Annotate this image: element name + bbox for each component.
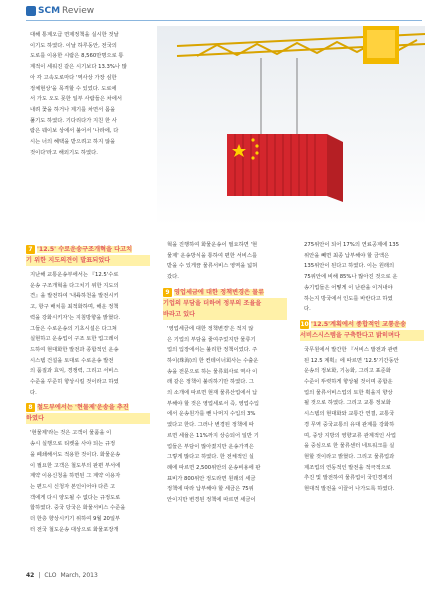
flag-container-icon	[227, 134, 343, 202]
text-line: 하는지 방국에서 인도를 바란다고 하였	[304, 295, 393, 302]
section-10-number: 10	[300, 320, 309, 328]
text-line: 추진 및 발전하여 물류업이 국민경제의	[304, 475, 393, 482]
text-line: 도로를 이용한 시람은 8,560만명으로 통	[30, 53, 124, 60]
text-line: 국무원에서 발간한 『서비스 발전과 관련	[304, 346, 398, 353]
text-line: 제조업의 연동적인 발전을 적극적으로	[304, 464, 391, 471]
text-line: 래 같은 정책이 불리하기만 하였다. 그	[167, 379, 254, 386]
text-line: 경 무역 중국교통의 유대 관계를 강화하	[304, 421, 395, 428]
text-line: 는 편드시 신청자 본인이어야 다른 고	[30, 483, 116, 490]
text-line: 시는 너의 혜택을 받으려고 하지 않을	[30, 139, 116, 146]
text-line: 람은 웨이보 상에서 불어서 '나라에, 다	[30, 128, 119, 135]
text-line: 견』을 발전하여 '내륙하천을 발전시키	[30, 293, 119, 300]
column-2	[163, 240, 287, 506]
text-line: 서 가도 오도 못한 일부 사람들은 차에서	[30, 96, 122, 103]
column-1-bottom	[26, 240, 150, 535]
text-line: 송을 전문으로 하는 물류회사로 역사 이	[167, 368, 258, 375]
text-line: 부해야 할 것은 영업세로서 즉, 영업수입	[167, 400, 259, 407]
text-line: 업의 입장에서는 불리한 정책이었다. 주	[167, 347, 258, 354]
text-line: 수준을 꾸준히 향상시킬 것이라고 하였	[30, 379, 119, 386]
text-line: 것이다'라고 해외기도 하였다.	[30, 149, 98, 156]
text-line: 혁을 진행하여 화물운송이 필요하면 '현	[167, 242, 258, 248]
text-line: 더 한층 향상시키기 위하여 9월 20일부	[30, 516, 121, 523]
section-7-number: 7	[26, 245, 35, 254]
text-line: 된 12.5 계획』에 따르면 '12.5'기간동안	[304, 357, 399, 364]
text-line: 수준이 뚜렷하게 향상될 것이며 종합운	[304, 379, 393, 386]
text-line: 표비가 800위안 정도라면 원래의 세금	[167, 475, 256, 482]
text-line: 이 필요한 고객은 철도부의 판편 부서에	[30, 462, 121, 469]
text-line: 실현하고 운송업이 구조 토한 업그레이	[30, 336, 119, 343]
text-line: 업의 물류서비스업의 토한 획을지 향상	[304, 389, 393, 396]
section-7-heading: 7 '12.5' 수로운송구조개혁을 다고치 기 위한 지도의견이 발표되었다	[26, 244, 150, 266]
text-line: 다.	[304, 306, 311, 313]
text-line: 다.	[30, 389, 37, 396]
text-line: 송시 실행으로 티켓을 사야 되는 규정	[30, 441, 116, 448]
text-line: 의 품질과 효익, 경쟁력, 그리고 서비스	[30, 368, 119, 375]
text-line: 례에 따르면 2,500위안의 운송비용에 판	[167, 464, 261, 471]
section-8-heading: 8 철도부에서는 '현물제'운송을 추진 하였다	[26, 402, 150, 424]
text-line: 력을 강화시키자'는 지침방향을 밝혔다.	[30, 314, 121, 321]
text-line: 을 중심으로 한 물류센터 네트워크를 실	[304, 443, 395, 450]
text-line: 아 각 고속도로마다 '역사상 가장 심한	[30, 74, 117, 81]
container-crane-image	[157, 26, 425, 226]
text-line: 송기업들은 어떻게 이 난관을 이겨내야	[304, 284, 393, 291]
text-line: 정책에 따라 납부해야 할 세금은 75위	[167, 486, 254, 493]
brand-name: SCM	[38, 6, 61, 16]
column-1-top	[26, 30, 150, 158]
text-line: 르면 세율은 11%까지 상승되어 일반 기	[167, 432, 259, 439]
section-9-heading: 9 영업세금에 대한 정책변경은 물류 기업의 부담을 더하여 정부의 조율을 바라고 있다	[163, 287, 287, 320]
text-line: 135위안이 된다고 하였다. 이는 원래의	[304, 263, 395, 270]
text-line: 을 폐쇄해서도 적용한 것이다. 화물운송	[30, 451, 121, 458]
brand	[26, 6, 94, 16]
text-line: 에서 운송원가를 뺀 나머지 수입의 3%	[167, 411, 256, 418]
text-line: 합하였다. 중국 당국은 화물서비스 수준을	[30, 505, 126, 512]
section-9-number: 9	[163, 288, 172, 297]
issue-date: March, 2013	[60, 572, 98, 579]
text-line: 그들은 수로운송의 기초시설은 다그쳐	[30, 325, 117, 332]
header-rule	[26, 20, 422, 21]
text-line: 운송 구조개혁을 다그치기 위한 지도의	[30, 282, 119, 289]
text-line: 객에게 다시 양도될 수 없다는 규정도로	[30, 494, 121, 501]
text-line: 안이지만 변경된 정책에 따르면 세금이	[167, 497, 256, 504]
column-3	[300, 240, 424, 495]
scm-logo-icon	[26, 6, 36, 16]
magazine-name: CLO	[44, 572, 57, 579]
text-line: 내려 꽃을 하거나 제기를 차면서 몸을	[30, 106, 116, 113]
text-line: '현물제'라는 것은 고객이 물품을 이	[30, 430, 112, 437]
text-line: 75위안에 비해 85%나 많아진 것으로 운	[304, 274, 398, 281]
text-line: 시스템의 현대화와 교통간 연결, 교통국	[304, 411, 395, 418]
text-line: 였다고 한다. 그러나 변경된 정책에 따	[167, 422, 254, 429]
section-name: Review	[62, 6, 95, 16]
text-line: 지난해 교통운송부에서는 『12.5'수로	[30, 272, 119, 278]
text-line: 하이(珠海)의 한 컨테이너회사는 수출운	[167, 357, 259, 364]
text-line: 현할 것이라고 밝혔다. 그리고 물류업과	[304, 453, 395, 460]
text-line: 운송의 정보화, 기능화, 그리고 표준화	[304, 368, 391, 375]
text-line: 풀기도 하였다. 기다리다가 지친 한 사	[30, 117, 117, 124]
text-line: 물제' 운송방식을 통하여 편한 서비스를	[167, 252, 258, 259]
text-line: 받을 수 있게끔 물류서비스 영역을 넓혀	[167, 263, 258, 270]
text-line: 의 소개에 따르면 현재 물류산업에서 납	[167, 390, 258, 397]
text-line: 며, 중앙 지방의 영향교류 관계적인 사업	[304, 432, 396, 439]
page-footer: 42 | CLO March, 2013	[26, 572, 98, 579]
text-line: 정체현상'을 목격할 수 있었다. 도로에	[30, 85, 117, 92]
text-line: 업들은 부담이 많아졌지만 운송가격은	[167, 443, 254, 450]
text-line: 대해 통계오급 면제정책을 실시한 것날	[30, 32, 119, 38]
text-line: 드하여 현대화한 발전과 종합적인 운송	[30, 346, 119, 353]
text-line: 될 것으로 하였다. 그리고 교통 정보화	[304, 400, 391, 407]
text-line: 그렇게 많다고 하였다. 한 전체적인 실	[167, 454, 254, 461]
text-line: 현대적 발전을 이끌어 나가도록 하였다.	[304, 486, 395, 493]
page-number: 42	[26, 572, 35, 579]
text-line: '영업세금에 대한 정책변경'은 적지 않	[167, 325, 254, 332]
text-line: 위안을 빼면 최종 납부해야 할 금액은	[304, 252, 390, 259]
text-line: 이기도 하였다. 이날 하루동안, 전국의	[30, 42, 117, 49]
text-line: 은 기업의 부담을 줄여주었지만 물류기	[167, 336, 256, 343]
section-10-heading: 10 '12.5'계획에서 종합적인 교통운송 서비스시스템을 구축한다고 밝히며다	[300, 319, 424, 341]
section-8-number: 8	[26, 403, 35, 412]
text-line: 275위안이 되어 17%의 연료공제에 135	[304, 242, 400, 248]
text-line: 고, 항구 배치를 최적화하며, 해운 정책	[30, 304, 119, 311]
text-line: 시스템 건설을 토대로 수로운송 발전	[30, 357, 114, 364]
text-line: 계약 이용신청을 하면된 그 계약 이용자	[30, 473, 121, 480]
text-line: 터 전국 철도운송 대상으로 화물포장개	[30, 526, 119, 533]
text-line: 갔다.	[167, 274, 179, 281]
text-line: 계적이 세워진 같은 시기보다 13.3%나 많	[30, 64, 127, 71]
